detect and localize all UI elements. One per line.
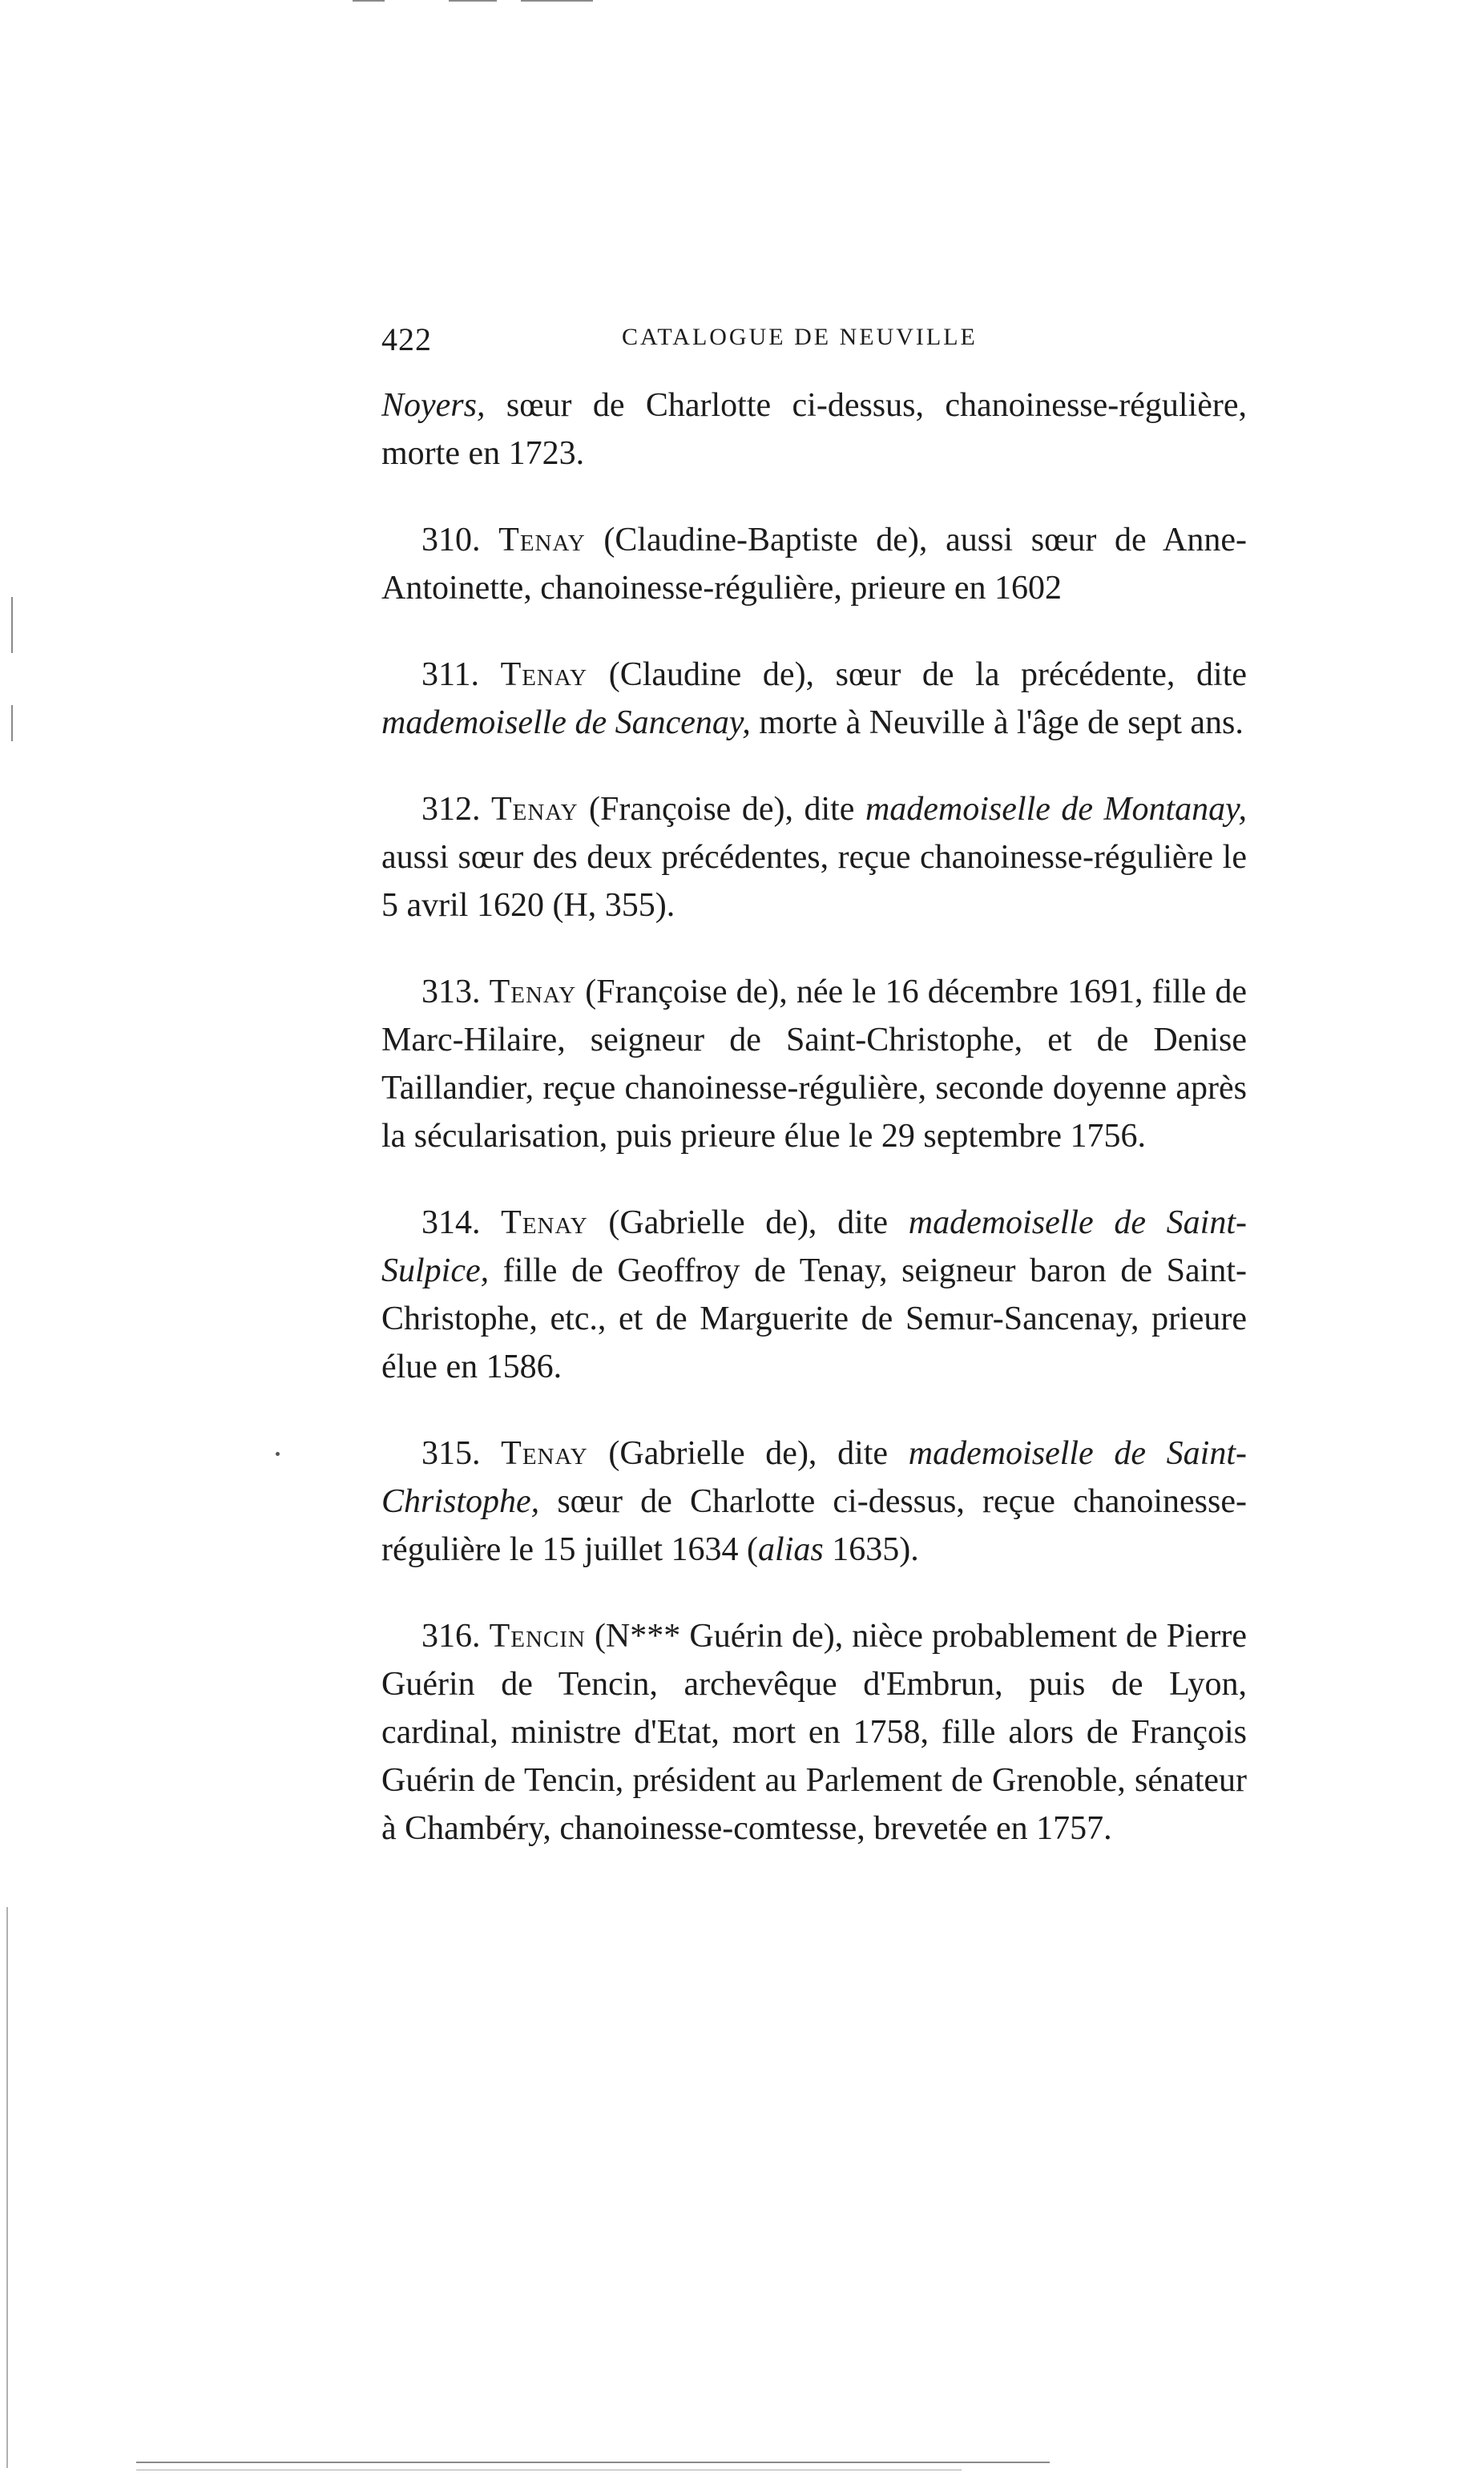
entry-italic: mademoiselle de Sancenay, (381, 704, 751, 741)
entry-316 (381, 1612, 1247, 1853)
entry-name: Tenay (491, 791, 579, 828)
entry-text: aussi sœur des deux précédentes, reçue chanoinesse-régulière le 5 avril 1620 (H, 355). (381, 839, 1247, 924)
scan-edge-top-3 (521, 0, 593, 2)
entry-text: 1635). (823, 1531, 919, 1568)
entry-number: 315. (421, 1435, 481, 1472)
scan-edge-left-3 (6, 1907, 8, 2468)
entry-text: sœur de Charlotte ci-dessus, reçue chanoinesse-régulière le 15 juillet 1634 ( (381, 1483, 1247, 1568)
entry-number: 310. (421, 522, 481, 558)
entry-text: (N*** Guérin de), nièce probablement de Pierre Guérin de Tencin, archevêque d'Embrun, puis de Lyon, cardinal, ministre d'Etat, mort en 1758, fille alors de François Guérin de Tencin, président au Parlement de Grenoble, sénateur à Chambéry, chanoinesse-comtesse, brevetée en 1757. (381, 1618, 1247, 1847)
entry-315 (381, 1429, 1247, 1574)
entry-italic: mademoiselle de Saint-Sulpice, (381, 1204, 1247, 1289)
entry-name: Tenay (500, 656, 588, 693)
continuation-text: sœur de Charlotte ci-dessus, chanoinesse-régulière, morte en 1723. (381, 387, 1247, 472)
catalogue-text (381, 381, 1247, 1891)
entry-text: morte à Neuville à l'âge de sept ans. (750, 704, 1244, 741)
entry-text: (Gabrielle de), dite (587, 1435, 909, 1472)
entry-italic: mademoiselle de Montanay, (865, 791, 1247, 828)
entry-name: Tenay (489, 974, 577, 1010)
entry-name: Tenay (501, 1204, 588, 1241)
stray-ink-dot (276, 1452, 280, 1456)
entry-name: Tenay (501, 1435, 588, 1472)
scan-edge-top-2 (449, 0, 497, 2)
scan-edge-left-1 (11, 597, 13, 653)
page-header (381, 321, 1247, 361)
entry-310 (381, 516, 1247, 612)
entry-text: (Claudine de), sœur de la précédente, dite (587, 656, 1247, 693)
entry-text: (Gabrielle de), dite (587, 1204, 909, 1241)
entry-number: 312. (421, 791, 481, 828)
entry-text: fille de Geoffroy de Tenay, seigneur baron de Saint-Christophe, etc., et de Marguerite de Semur-Sancenay, prieure élue en 1586. (381, 1252, 1247, 1385)
entry-italic: alias (758, 1531, 824, 1568)
running-title: CATALOGUE DE NEUVILLE (622, 324, 978, 350)
scan-edge-left-2 (11, 705, 13, 741)
entry-number: 316. (421, 1618, 481, 1655)
page-number: 422 (381, 321, 432, 357)
entry-314 (381, 1199, 1247, 1391)
entry-number: 314. (421, 1204, 481, 1241)
entry-name: Tencin (489, 1618, 586, 1655)
entry-311 (381, 651, 1247, 747)
scan-edge-top-1 (353, 0, 385, 2)
scan-edge-bottom (136, 2462, 1050, 2463)
entry-313 (381, 968, 1247, 1160)
continuation-paragraph (381, 381, 1247, 478)
entry-text: (Claudine-Baptiste de), aussi sœur de Anne-Antoinette, chanoinesse-régulière, prieure en 1602 (381, 522, 1247, 607)
continuation-italic: Noyers, (381, 387, 486, 424)
entry-text: (Françoise de), née le 16 décembre 1691, fille de Marc-Hilaire, seigneur de Saint-Christophe, et de Denise Taillandier, reçue chanoinesse-régulière, seconde doyenne après la sécularisation, puis prieure élue le 29 septembre 1756. (381, 974, 1248, 1155)
entry-number: 313. (421, 974, 481, 1010)
entry-name: Tenay (498, 522, 586, 558)
entry-text: (Françoise de), dite (578, 791, 865, 828)
entry-number: 311. (421, 656, 479, 693)
entry-312 (381, 785, 1247, 929)
entry-italic: mademoiselle de Saint-Christophe, (381, 1435, 1247, 1520)
